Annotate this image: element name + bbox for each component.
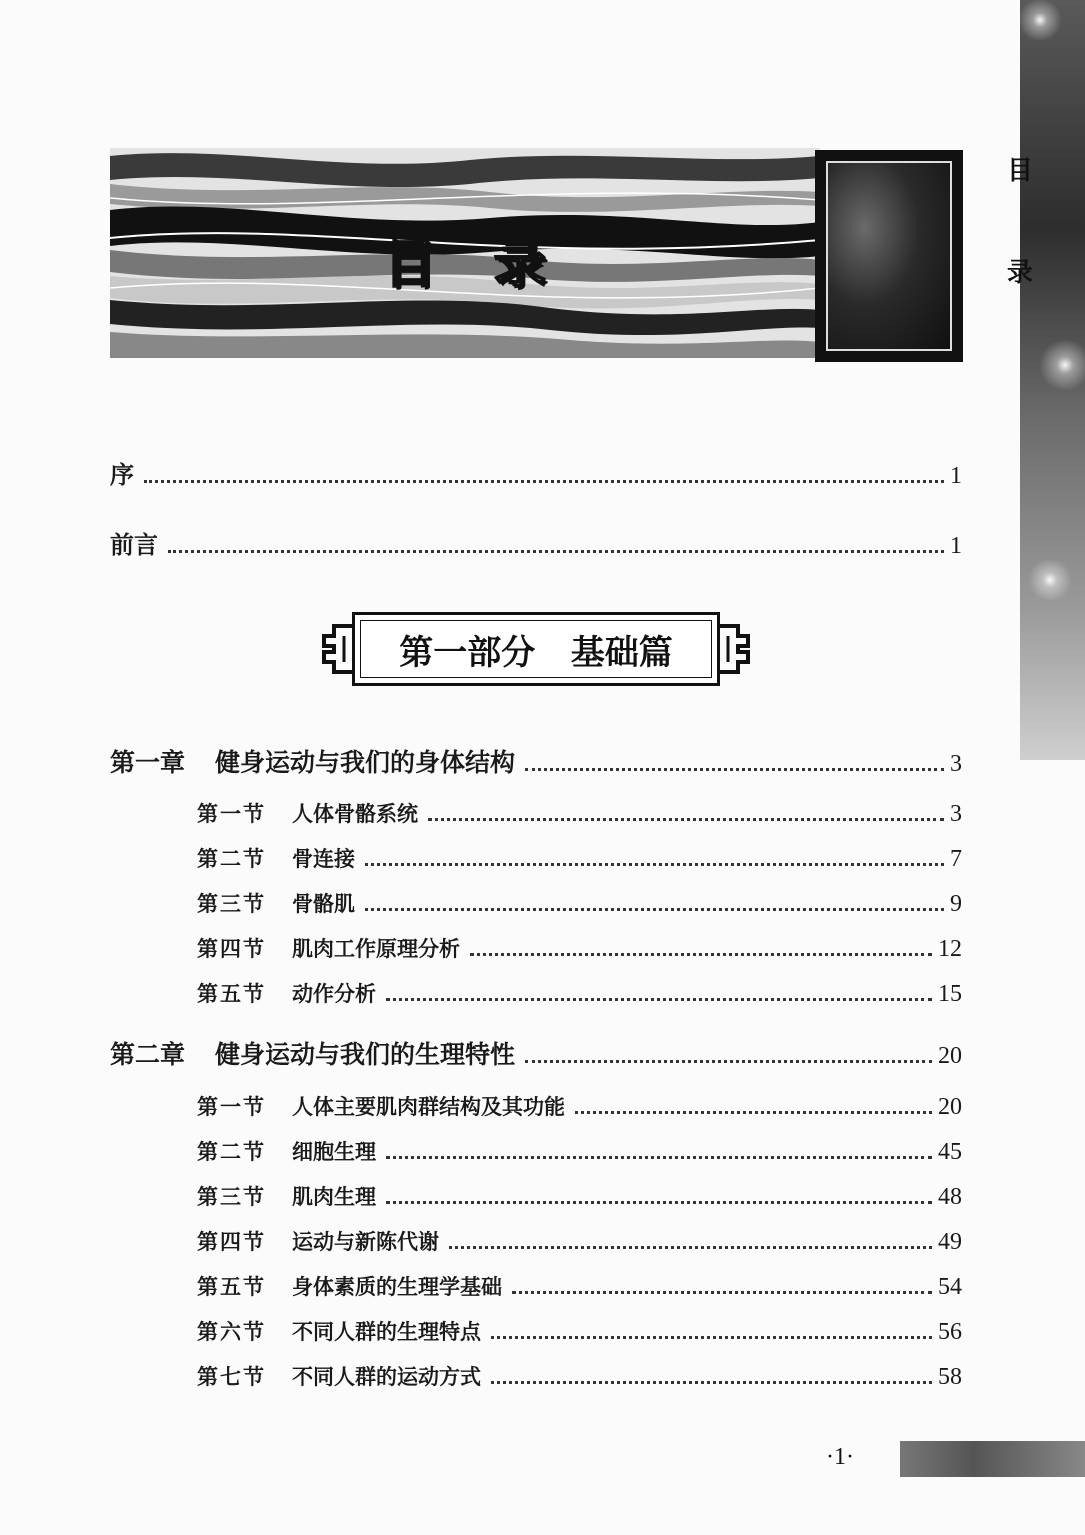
section-page: 48 (938, 1184, 962, 1210)
section-title: 骨骼肌 (292, 891, 355, 916)
section-title: 骨连接 (292, 846, 355, 871)
chapter-number: 第一章 (110, 748, 186, 777)
toc-section[interactable] (197, 933, 962, 963)
section-title: 肌肉工作原理分析 (292, 936, 460, 961)
dot-leader (168, 550, 944, 553)
section-number: 第五节 (197, 981, 266, 1006)
toc-section[interactable] (197, 1361, 962, 1391)
chapter-page: 20 (938, 1043, 962, 1069)
section-number: 第四节 (197, 1229, 266, 1254)
section-title: 不同人群的生理特点 (292, 1319, 481, 1344)
section-number: 第二节 (197, 1139, 266, 1164)
section-page: 9 (950, 891, 962, 917)
section-title: 运动与新陈代谢 (292, 1229, 439, 1254)
section-number: 第三节 (197, 1184, 266, 1209)
banner-photo (815, 150, 963, 362)
section-title: 身体素质的生理学基础 (292, 1274, 502, 1299)
toc-section[interactable] (197, 1136, 962, 1166)
toc-entry-page: 1 (950, 463, 962, 489)
chapter-title: 健身运动与我们的身体结构 (215, 748, 516, 777)
part-bracket-left-icon (320, 622, 354, 676)
section-page: 3 (950, 801, 962, 827)
dot-leader (449, 1246, 932, 1249)
chapter-number: 第二章 (110, 1040, 186, 1069)
section-page: 12 (938, 936, 962, 962)
section-page: 54 (938, 1274, 962, 1300)
side-tab-char-1: 目 (1006, 156, 1033, 186)
dot-leader (386, 998, 932, 1001)
section-page: 15 (938, 981, 962, 1007)
toc-entry-label: 前言 (110, 531, 158, 559)
dot-leader (525, 768, 944, 771)
section-number: 第五节 (197, 1274, 266, 1299)
section-page: 20 (938, 1094, 962, 1120)
dot-leader (365, 908, 944, 911)
footer-bar (900, 1441, 1085, 1477)
page-number: ·1· (826, 1444, 854, 1470)
section-title: 肌肉生理 (292, 1184, 376, 1209)
dot-leader (386, 1156, 932, 1159)
toc-section[interactable] (197, 798, 962, 828)
section-page: 58 (938, 1364, 962, 1390)
dot-leader (428, 818, 944, 821)
dot-leader (491, 1336, 932, 1339)
toc-chapter-1[interactable] (110, 743, 962, 779)
toc-section[interactable] (197, 1316, 962, 1346)
section-page: 45 (938, 1139, 962, 1165)
toc-section[interactable] (197, 1271, 962, 1301)
section-page: 7 (950, 846, 962, 872)
toc-entry-foreword[interactable] (110, 525, 962, 560)
toc-section[interactable] (197, 843, 962, 873)
section-title: 人体骨骼系统 (292, 801, 418, 826)
part-bracket-right-icon (718, 622, 752, 676)
dot-leader (365, 863, 944, 866)
section-number: 第六节 (197, 1319, 266, 1344)
dot-leader (491, 1381, 932, 1384)
chapter-title: 健身运动与我们的生理特性 (215, 1040, 516, 1069)
section-title: 细胞生理 (292, 1139, 376, 1164)
section-number: 第七节 (197, 1364, 266, 1389)
dot-leader (470, 953, 932, 956)
section-number: 第一节 (197, 1094, 266, 1119)
part-heading: 第一部分 基础篇 (352, 612, 720, 686)
toc-section[interactable] (197, 978, 962, 1008)
dot-leader (386, 1201, 932, 1204)
section-page: 56 (938, 1319, 962, 1345)
section-title: 不同人群的运动方式 (292, 1364, 481, 1389)
toc-section[interactable] (197, 1181, 962, 1211)
dot-leader (575, 1111, 932, 1114)
toc-section[interactable] (197, 1226, 962, 1256)
dot-leader (144, 480, 944, 483)
toc-entry-label: 序 (110, 461, 134, 489)
page-title: 目录 (383, 235, 604, 295)
dot-leader (512, 1291, 932, 1294)
toc-section[interactable] (197, 1091, 962, 1121)
dot-leader (525, 1060, 932, 1063)
toc-entry-preface[interactable] (110, 455, 962, 490)
side-tab-char-2: 录 (1006, 258, 1033, 288)
section-number: 第二节 (197, 846, 266, 871)
chapter-page: 3 (950, 751, 962, 777)
section-number: 第三节 (197, 891, 266, 916)
side-tab-strip (1020, 0, 1085, 760)
toc-chapter-2[interactable] (110, 1035, 962, 1071)
section-number: 第四节 (197, 936, 266, 961)
toc-section[interactable] (197, 888, 962, 918)
section-title: 人体主要肌肉群结构及其功能 (292, 1094, 565, 1119)
section-number: 第一节 (197, 801, 266, 826)
toc-entry-page: 1 (950, 533, 962, 559)
section-page: 49 (938, 1229, 962, 1255)
section-title: 动作分析 (292, 981, 376, 1006)
